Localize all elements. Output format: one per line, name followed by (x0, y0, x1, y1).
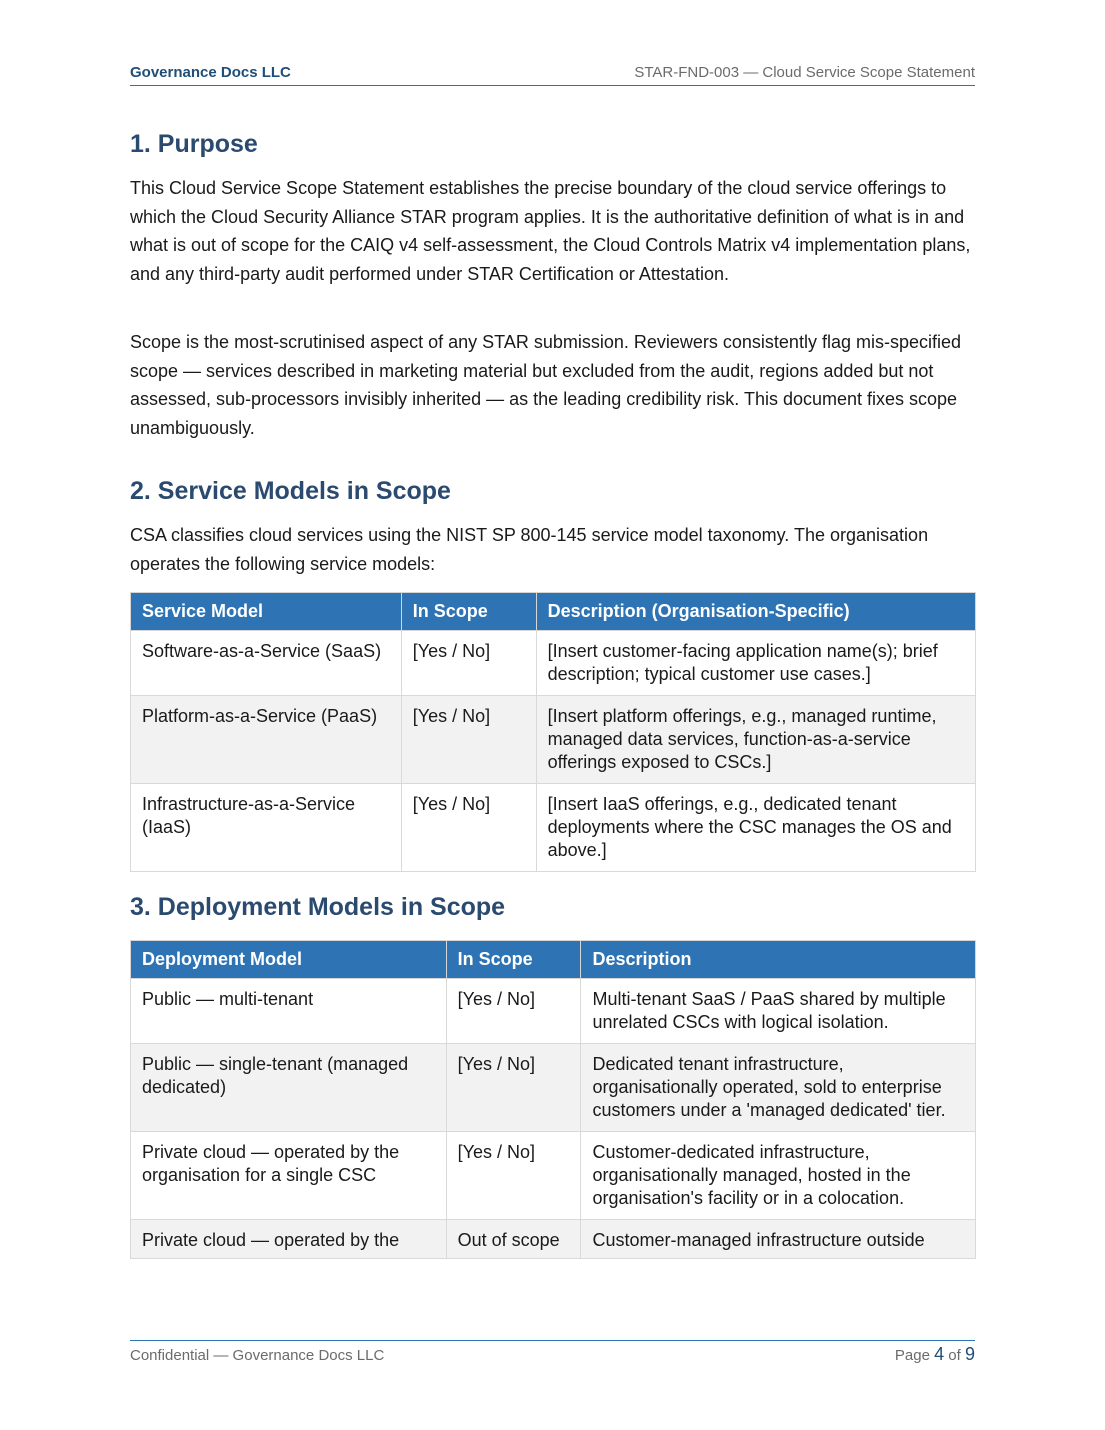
column-header: Description (Organisation-Specific) (536, 593, 975, 631)
table-row (131, 1132, 976, 1220)
section-1-paragraph-2: Scope is the most-scrutinised aspect of any STAR submission. Reviewers consistently flag mis-specified scope — services described in marketing material but excluded from the audit, regions added but not assessed, sub-processors invisibly inherited — as the leading credibility risk. This document fixes scope unambiguously. (130, 332, 961, 438)
table-cell: Public — single-tenant (managed dedicated) (131, 1044, 447, 1132)
table-cell: Public — multi-tenant (131, 979, 447, 1044)
total-pages: 9 (964, 1344, 975, 1364)
column-header: Deployment Model (131, 941, 447, 979)
table-cell: [Insert IaaS offerings, e.g., dedicated tenant deployments where the CSC manages the OS and above.] (536, 784, 975, 872)
table-cell: [Insert customer-facing application name(s); brief description; typical customer use cases.] (536, 631, 975, 696)
table-cell: [Yes / No] (446, 1132, 581, 1220)
table-cell: [Yes / No] (401, 696, 536, 784)
page-footer (130, 1340, 975, 1364)
table-row (131, 696, 976, 784)
column-header: In Scope (401, 593, 536, 631)
table-header-row (131, 941, 976, 979)
header-company: Governance Docs LLC (130, 64, 291, 81)
table-cell: [Yes / No] (401, 784, 536, 872)
table-cell: Customer-dedicated infrastructure, organisationally managed, hosted in the organisation's facility or in a colocation. (581, 1132, 976, 1220)
table-cell: [Insert platform offerings, e.g., managed runtime, managed data services, function-as-a-service offerings exposed to CSCs.] (536, 696, 975, 784)
table-cell: Customer-managed infrastructure outside (581, 1220, 976, 1259)
table-cell: Out of scope (446, 1220, 581, 1259)
table-cell: Platform-as-a-Service (PaaS) (131, 696, 402, 784)
column-header: Description (581, 941, 976, 979)
page-label: Page (894, 1347, 930, 1364)
column-header: In Scope (446, 941, 581, 979)
table-cell: Multi-tenant SaaS / PaaS shared by multiple unrelated CSCs with logical isolation. (581, 979, 976, 1044)
table-cell: [Yes / No] (401, 631, 536, 696)
table-cell: Infrastructure-as-a-Service (IaaS) (131, 784, 402, 872)
service-models-table (130, 592, 976, 872)
column-header: Service Model (131, 593, 402, 631)
header-doc-title: STAR-FND-003 — Cloud Service Scope Statement (634, 64, 975, 81)
section-2-intro: CSA classifies cloud services using the NIST SP 800-145 service model taxonomy. The organisation operates the following service models: (130, 525, 929, 574)
table-cell: Private cloud — operated by the organisation for a single CSC (131, 1132, 447, 1220)
table-row (131, 631, 976, 696)
table-row (131, 784, 976, 872)
section-3-heading: 3. Deployment Models in Scope (130, 893, 506, 921)
page-number (895, 1344, 975, 1365)
current-page: 4 (934, 1344, 945, 1364)
table-cell: Software-as-a-Service (SaaS) (131, 631, 402, 696)
table-row (131, 1044, 976, 1132)
table-cell: [Yes / No] (446, 979, 581, 1044)
section-2-heading: 2. Service Models in Scope (130, 477, 451, 505)
section-1-heading: 1. Purpose (130, 130, 258, 158)
deployment-models-table (130, 940, 976, 1259)
table-cell: Dedicated tenant infrastructure, organisationally operated, sold to enterprise customers under a 'managed dedicated' tier. (581, 1044, 976, 1132)
section-1-paragraph-1: This Cloud Service Scope Statement establishes the precise boundary of the cloud service offerings to which the Cloud Security Alliance STAR program applies. It is the authoritative definition of what is in and what is out of scope for the CAIQ v4 self-assessment, the Cloud Controls Matrix v4 implementation plans, and any third-party audit performed under STAR Certification or Attestation. (130, 178, 971, 284)
table-row (131, 979, 976, 1044)
of-label: of (948, 1347, 961, 1364)
table-header-row (131, 593, 976, 631)
table-cell: [Yes / No] (446, 1044, 581, 1132)
table-cell: Private cloud — operated by the (131, 1220, 447, 1259)
page-header (130, 64, 975, 86)
footer-confidential: Confidential — Governance Docs LLC (130, 1347, 385, 1364)
table-row (131, 1220, 976, 1259)
